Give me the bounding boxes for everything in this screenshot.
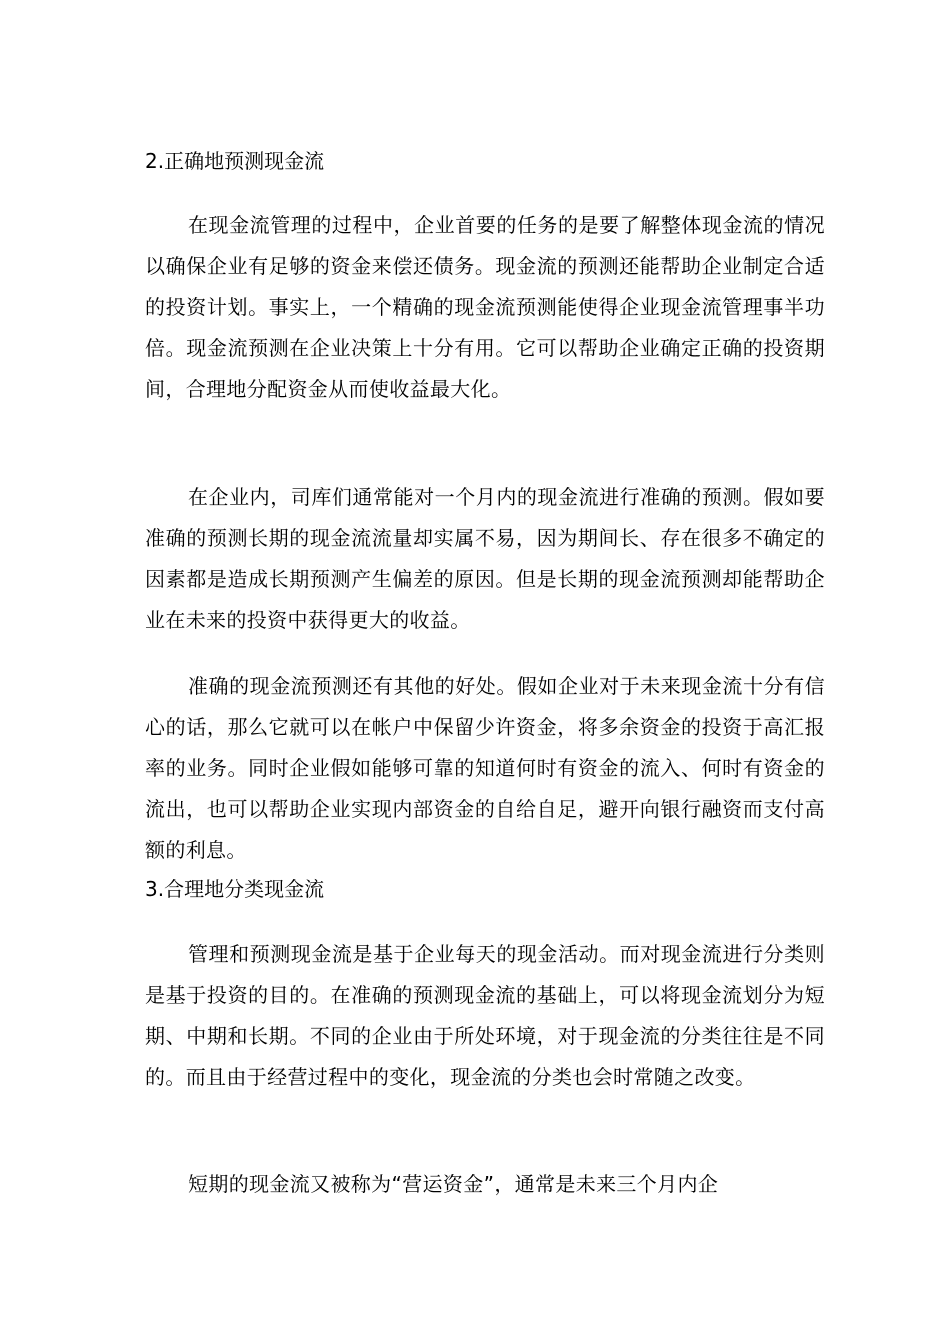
paragraph-3: 准确的现金流预测还有其他的好处。假如企业对于未来现金流十分有信心的话，那么它就可以在帐户中保留少许资金，将多余资金的投资于高汇报率的业务。同时企业假如能够可靠的知道何时有资金的流入、何时有资金的流出，也可以帮助企业实现内部资金的自给自足，避开向银行融资而支付高额的利息。 <box>145 674 825 862</box>
paragraph-4: 管理和预测现金流是基于企业每天的现金活动。而对现金流进行分类则是基于投资的目的。在准确的预测现金流的基础上，可以将现金流划分为短期、中期和长期。不同的企业由于所处环境，对于现金流的分类往往是不同的。而且由于经营过程中的变化，现金流的分类也会时常随之改变。 <box>145 942 825 1089</box>
paragraph-1: 在现金流管理的过程中，企业首要的任务的是要了解整体现金流的情况以确保企业有足够的资金来偿还债务。现金流的预测还能帮助企业制定合适的投资计划。事实上，一个精确的现金流预测能使得企业现金流管理事半功倍。现金流预测在企业决策上十分有用。它可以帮助企业确定正确的投资期间，合理地分配资金从而使收益最大化。 <box>145 213 825 401</box>
section-heading-3: 3.合理地分类现金流 <box>145 877 325 901</box>
paragraph-2: 在企业内，司库们通常能对一个月内的现金流进行准确的预测。假如要准确的预测长期的现金流流量却实属不易，因为期间长、存在很多不确定的因素都是造成长期预测产生偏差的原因。但是长期的现金流预测却能帮助企业在未来的投资中获得更大的收益。 <box>145 485 825 632</box>
section-heading-2: 2.正确地预测现金流 <box>145 149 325 173</box>
paragraph-5: 短期的现金流又被称为“营运资金”，通常是未来三个月内企 <box>188 1172 719 1196</box>
